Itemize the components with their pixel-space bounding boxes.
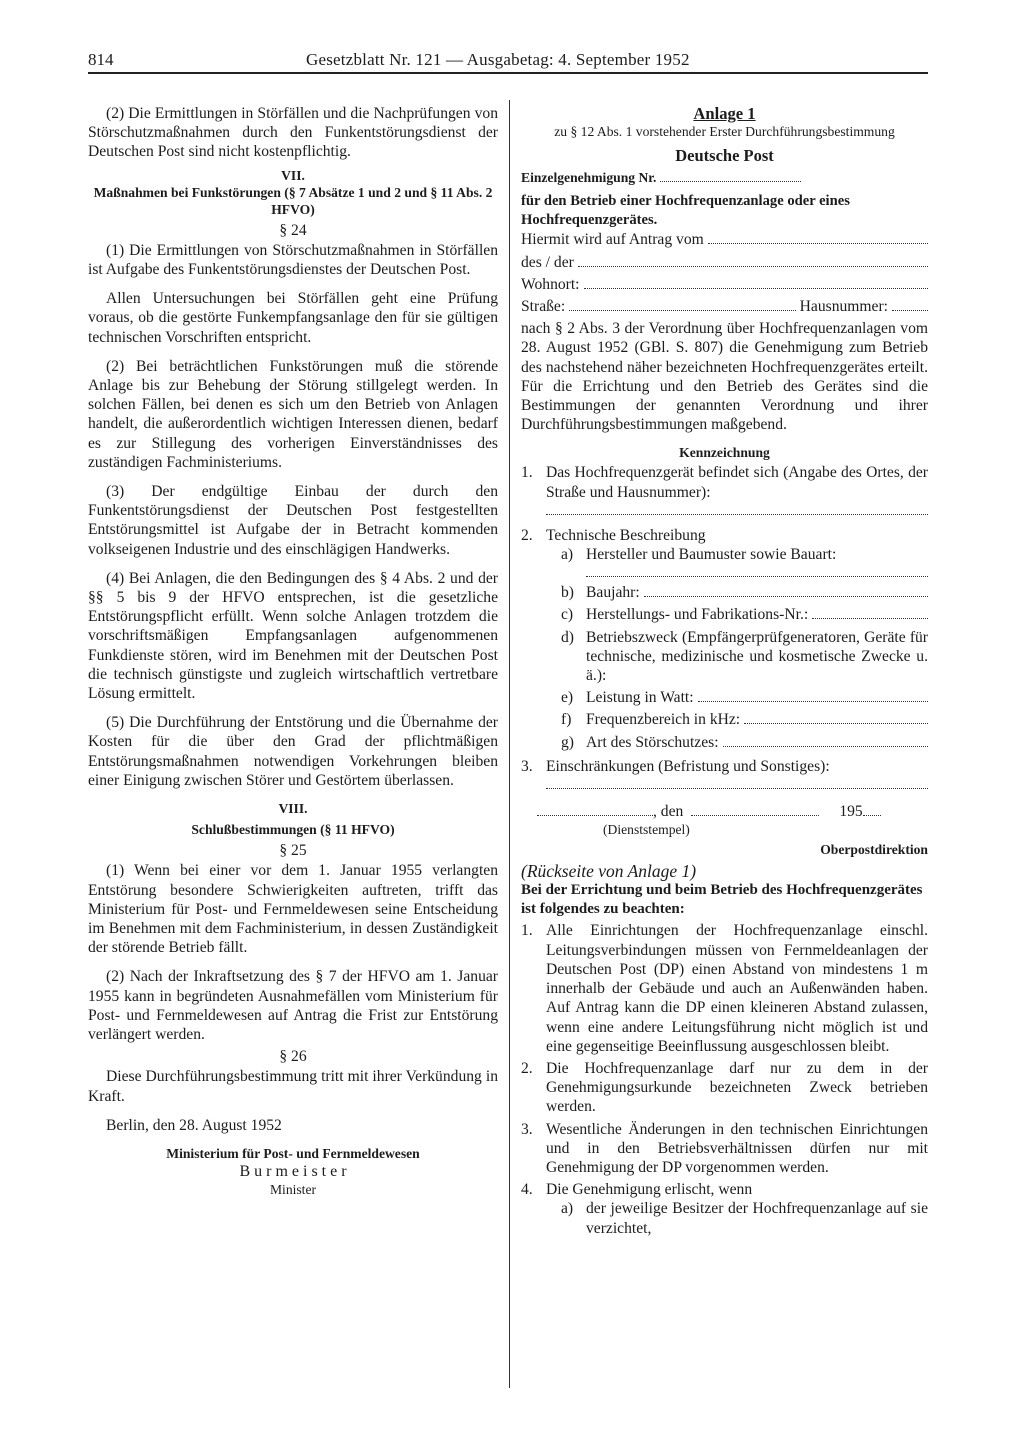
fill-line [708, 231, 928, 244]
list-item: 1. Alle Einrichtungen der Hochfrequenzanlage einschl. Leitungsverbindungen müssen von Fernmeldeanlagen der Deutschen Post (DP) einen Abstand von mindestens 1 m innerhalb der Gebäude und auch an Außenwänden haben. Auf Antrag kann die DP einen kleineren Abstand zulassen, wenn eine andere Leitungsführung nicht möglich ist und eine gegenseitige Beeinflussung ausgeschlossen bleibt. [521, 922, 928, 1055]
permit-number-field: Einzelgenehmigung Nr. [521, 169, 801, 186]
annex-title: Anlage 1 [693, 104, 756, 123]
left-column [88, 104, 498, 1198]
fill-line [744, 711, 928, 724]
annex-subtitle: zu § 12 Abs. 1 vorstehender Erster Durchführungsbestimmung [554, 124, 895, 140]
section-title: Schlußbestimmungen (§ 11 HFVO) [191, 822, 395, 838]
list-item: b) Baujahr: [561, 583, 928, 602]
ministry-name: Ministerium für Post- und Fernmeldewesen [166, 1145, 420, 1161]
paragraph: (1) Die Ermittlungen von Störschutzmaßnahmen in Störfällen ist Aufgabe des Funkentstörungsdienstes der Deutschen Post. [88, 241, 498, 279]
right-column [521, 104, 928, 1238]
reverse-intro: Bei der Errichtung und beim Betrieb des Hochfrequenzgerätes ist folgendes zu beachten: [521, 882, 923, 918]
fill-line [569, 298, 795, 311]
fill-line [546, 502, 928, 515]
paragraph: (1) Wenn bei einer vor dem 1. Januar 1955 verlangten Entstörung besondere Schwierigkeiten auftreten, trifft das Ministerium für Post- und Fernmeldewesen seine Entscheidung im Benehmen mit dem Fachministerium, in dessen Zuständigkeit der störende Betrieb fällt. [88, 862, 498, 957]
list-item: g) Art des Störschutzes: [561, 733, 928, 752]
list-item: 2. Technische Beschreibung [521, 526, 706, 544]
header-title: Gesetzblatt Nr. 121 — Ausgabetag: 4. September 1952 [306, 50, 690, 69]
fill-line [586, 564, 928, 577]
list-item: a) Hersteller und Baumuster sowie Bauart: [561, 546, 837, 564]
fill-line [660, 169, 801, 182]
reverse-title: (Rückseite von Anlage 1) [521, 861, 697, 882]
fill-line [584, 276, 928, 289]
fill-line [644, 584, 928, 597]
application-date-field: Hiermit wird auf Antrag vom [521, 230, 928, 249]
place-date: Berlin, den 28. August 1952 [106, 1116, 282, 1134]
page-number: 814 [88, 50, 114, 69]
list-item: e) Leistung in Watt: [561, 688, 928, 707]
section-number: VII. [281, 167, 305, 183]
sublist [521, 1199, 928, 1237]
paragraph: nach § 2 Abs. 3 der Verordnung über Hochfrequenzanlagen vom 28. August 1952 (GBl. S. 807) die Genehmigung zum Betrieb des nachstehend näher bezeichneten Hochfrequenzgerätes erteilt. Für die Errichtung und den Betrieb des Gerätes sind die Bestimmungen der genannten Verordnung und ihrer Durchführungsbestimmungen maßgebend. [521, 320, 928, 434]
paragraph: Diese Durchführungsbestimmung tritt mit ihrer Verkündung in Kraft. [88, 1068, 498, 1105]
issuing-office: Oberpostdirektion [820, 842, 928, 858]
fill-line [698, 689, 928, 702]
paragraph: (2) Bei beträchtlichen Funkstörungen muß die störende Anlage bis zur Behebung der Störung stillgelegt werden. In solchen Fällen, bei denen es sich um den Betrieb von Anlagen handelt, die außerordentlich wichtigen Interessen dienen, bedarf es zur Stillegung des vorherigen Einverständnisses des zuständigen Fachministeriums. [88, 357, 498, 471]
paragraph: (5) Die Durchführung der Entstörung und die Übernahme der Kosten für die über den Grad der pflichtmäßigen Entstörungsmaßnahmen notwendigen Vorkehrungen bleiben einer Einigung zwischen Störer und Gestörtem überlassen. [88, 714, 498, 789]
restrictions-field [521, 776, 928, 792]
residence-field: Wohnort: [521, 275, 928, 294]
section-number: VIII. [278, 801, 308, 817]
page-header [88, 50, 928, 74]
applicant-field: des / der [521, 253, 928, 272]
list-item: 3. Wesentliche Änderungen in den technischen Einrichtungen und in den Betriebsverhältnissen dürfen nur mit Genehmigung der DP vorgenommen werden. [521, 1120, 928, 1176]
paragraph: Allen Untersuchungen bei Störfällen geht eine Prüfung voraus, ob die gestörte Funkempfangsanlage den für sie gültigen technischen Vorschriften entspricht. [88, 290, 498, 346]
stamp-label: (Dienststempel) [603, 822, 690, 838]
list-item: c) Herstellungs- und Fabrikations-Nr.: [561, 605, 928, 624]
street-field: Straße: Hausnummer: [521, 297, 928, 316]
paragraph-sign: § 24 [279, 221, 307, 239]
column-divider [509, 100, 510, 1388]
section-title: Kennzeichnung [679, 445, 770, 461]
fill-line [537, 803, 653, 816]
signer-role: Minister [269, 1181, 317, 1197]
list-item: d) Betriebszweck (Empfängerprüfgeneratoren, Geräte für technische, medizinische und kosmetische Zwecke u. ä.): [561, 628, 928, 685]
fill-line [863, 803, 881, 816]
organization: Deutsche Post [675, 146, 774, 166]
paragraph: (3) Der endgültige Einbau der durch den Funkentstörungsdienst der Deutschen Post festgestellten Entstörungsmittel ist Aufgabe der in Betracht kommenden volkseigenen Industrie und des einschlägigen Handwerks. [88, 483, 498, 558]
list-item: f) Frequenzbereich in kHz: [561, 710, 928, 729]
list-item: 1. Das Hochfrequenzgerät befindet sich (Angabe des Ortes, der Straße und Hausnummer): [521, 464, 928, 501]
fill-line [723, 734, 928, 747]
fill-line [691, 803, 819, 816]
list-item: 4. Die Genehmigung erlischt, wenn [521, 1181, 753, 1199]
permit-subject: für den Betrieb einer Hochfrequenzanlage oder eines Hochfrequenzgerätes. [521, 193, 850, 229]
signer-name: B u r m e i s t e r [239, 1162, 347, 1180]
list-item: a) der jeweilige Besitzer der Hochfrequenzanlage auf sie verzichtet, [561, 1200, 928, 1237]
fill-line [892, 298, 928, 311]
section-title: Maßnahmen bei Funkstörungen (§ 7 Absätze 1 und 2 und § 11 Abs. 2 HFVO) [93, 184, 493, 217]
fill-line [812, 606, 928, 619]
paragraph: (4) Bei Anlagen, die den Bedingungen des § 4 Abs. 2 und der §§ 5 bis 9 der HFVO entsprechen, ist die gesetzliche Entstörungspflicht erfüllt. Wenn solche Anlagen trotzdem die vorschriftsmäßigen Empfangsanlagen aufgenommenen Funkdienste stören, wird im Benehmen mit der Deutschen Post die technisch günstigste und zugleich wirtschaftlich vertretbare Lösung ermittelt. [88, 569, 498, 703]
manufacturer-field [561, 564, 928, 580]
date-field: , den 195 [521, 802, 928, 821]
fill-line [546, 776, 928, 789]
list-item: 3. Einschränkungen (Befristung und Sonstiges): [521, 757, 830, 775]
paragraph: (2) Die Ermittlungen in Störfällen und die Nachprüfungen von Störschutzmaßnahmen durch den Funkentstörungsdienst der Deutschen Post sind nicht kostenpflichtig. [88, 105, 498, 161]
location-field [521, 502, 928, 518]
fill-line [578, 254, 928, 267]
paragraph-sign: § 25 [279, 842, 307, 860]
paragraph-sign: § 26 [279, 1048, 307, 1066]
paragraph: (2) Nach der Inkraftsetzung des § 7 der HFVO am 1. Januar 1955 kann in begründeten Ausnahmefällen vom Ministerium für Post- und Fernmeldewesen auf Antrag die Frist zur Entstörung verlängert werden. [88, 968, 498, 1043]
sublist [521, 545, 928, 752]
list-item: 2. Die Hochfrequenzanlage darf nur zu dem in der Genehmigungsurkunde bezeichneten Zweck betrieben werden. [521, 1059, 928, 1116]
